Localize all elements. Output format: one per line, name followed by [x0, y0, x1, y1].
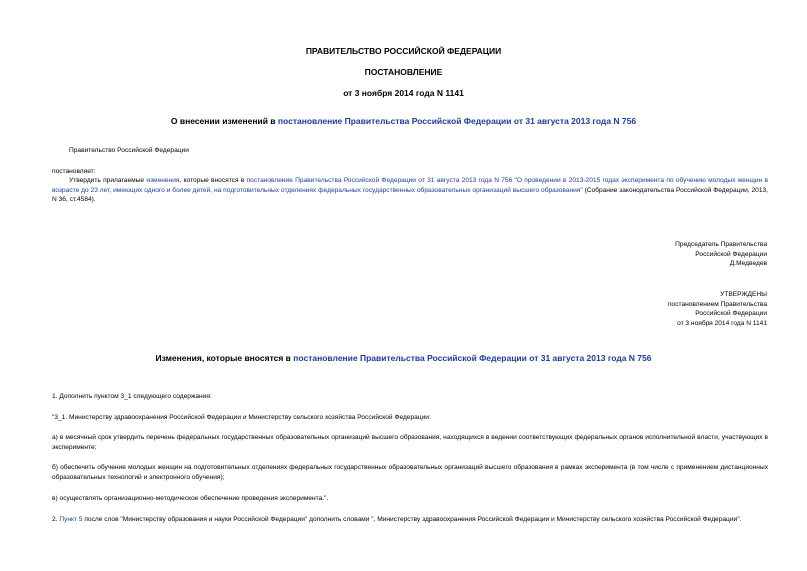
- change-quote: "3_1. Министерству здравоохранения Российской Федерации и Министерству сельского хозяйства Российской Федерации:: [52, 414, 431, 421]
- item2-text: после слов "Министерству образования и науки Российской Федерации" дополнить словами ", Министерству здравоохранения Российской Федерации и Министерству сельского хозяйства Российской Федерации".: [82, 516, 742, 523]
- paragraph-approve: [52, 176, 768, 205]
- change-item-2: [52, 515, 768, 525]
- approved-block: [668, 290, 767, 328]
- approved-line: постановлением Правительства: [667, 300, 767, 308]
- signature-line: Российской Федерации: [695, 250, 767, 258]
- signature-line: Председатель Правительства: [675, 241, 767, 248]
- p1-text-b: , которые вносятся в: [179, 177, 247, 184]
- item-5-link[interactable]: Пункт 5: [59, 516, 83, 523]
- document-date-number: от 3 ноября 2014 года N 1141: [343, 88, 464, 98]
- signature-block: [675, 240, 767, 269]
- signature-name: Д.Медведев: [729, 260, 767, 268]
- title-prefix: О внесении изменений в: [170, 116, 278, 126]
- p1-text-a: Утвердить прилагаемые: [69, 177, 147, 184]
- approved-line: УТВЕРЖДЕНЫ: [720, 291, 767, 298]
- change-subitem-b: б) обеспечить обучение молодых женщин на подготовительных отделениях федеральных государственных образовательных организаций высшего образования в рамках эксперимента (в том числе с применением дистанционных образовательных технологий и электронного обучения);: [52, 464, 768, 481]
- p1-text-c: (Собрание законодательства Российской Федерации, 2013, N 36, ст.4584).: [52, 186, 768, 204]
- change-item-1: 1. Дополнить пунктом 3_1 следующего содержания:: [52, 393, 212, 400]
- government-heading: ПРАВИТЕЛЬСТВО РОССИЙСКОЙ ФЕДЕРАЦИИ: [305, 46, 502, 56]
- changes-title-prefix: Изменения, которые вносятся в: [155, 353, 294, 363]
- change-subitem-a: а) в месячный срок утвердить перечень федеральных государственных образовательных организаций высшего образования, находящихся в ведении соответствующих федеральных органов исполнительной власти, участвующих в эксперименте;: [52, 434, 768, 451]
- decides-text: постановляет:: [52, 168, 96, 175]
- change-subitem-c: в) осуществлять организационно-методическое обеспечение проведения эксперимента.".: [52, 495, 329, 502]
- approved-line: Российской Федерации: [695, 310, 767, 318]
- item2-prefix: 2.: [52, 516, 60, 523]
- document-type: ПОСТАНОВЛЕНИЕ: [364, 67, 443, 77]
- changes-link[interactable]: изменения: [146, 177, 180, 184]
- changes-title-link[interactable]: постановление Правительства Российской Федерации от 31 августа 2013 года N 756: [293, 353, 652, 363]
- changes-title: [0, 353, 807, 363]
- title-link[interactable]: постановление Правительства Российской Федерации от 31 августа 2013 года N 756: [277, 116, 637, 126]
- resolution-756-link[interactable]: постановление Правительства Российской Федерации от 31 августа 2013 года N 756 "О проведении в 2013-2015 годах эксперимента по обучению молодых женщин в возрасте до 23 лет, имеющих одного и более детей, на подготовительных отделениях федеральных государственных образовательных организаций высшего образования": [52, 177, 769, 194]
- document-title: [0, 116, 807, 126]
- approved-line: от 3 ноября 2014 года N 1141: [677, 319, 767, 327]
- intro-text: Правительство Российской Федерации: [69, 147, 189, 154]
